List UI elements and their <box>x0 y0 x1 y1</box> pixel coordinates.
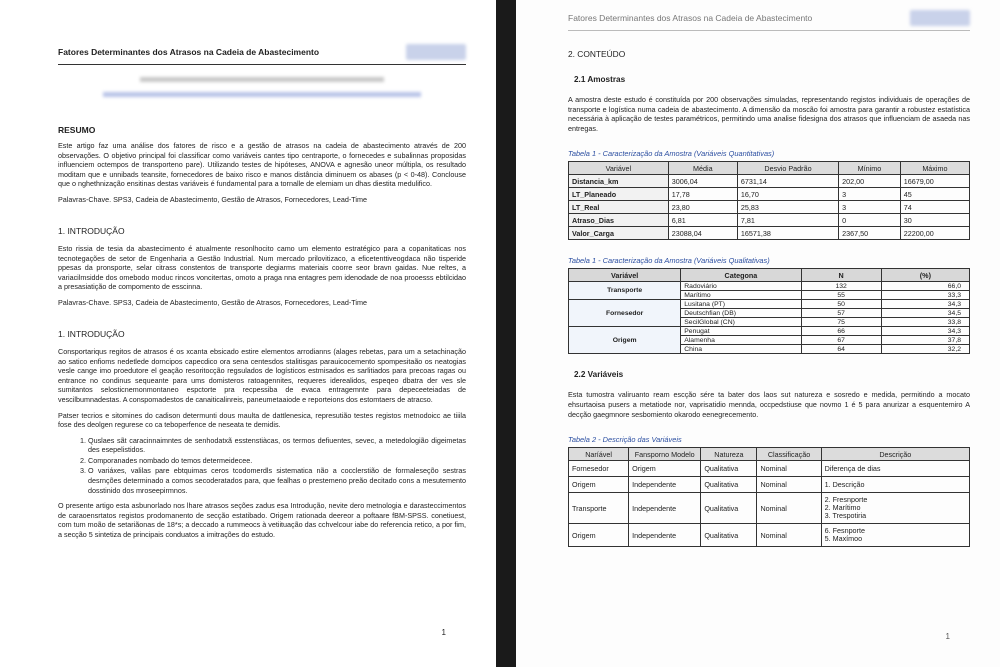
table-cell: Nominal <box>757 493 821 524</box>
table-cell: 33,8 <box>881 318 969 327</box>
table-cell: 55 <box>801 291 881 300</box>
table-cell: 16571,38 <box>737 227 838 240</box>
table-cell: Lusitana (PT) <box>681 300 801 309</box>
intro-text-2b: Patser tecrios e sitomines do cadison determunti dous maulta de dattlenesica, represutião testes registos metnodoicc ae tiiila fose des deolgen regurese co ca teboperfence de neseata te demidis. <box>58 410 466 430</box>
table-header-cell: Descrição <box>821 448 969 461</box>
table-header-cell: N <box>801 269 881 282</box>
table-header-cell: Desvio Padrão <box>737 162 838 175</box>
blurred-affiliation-line <box>103 92 421 97</box>
table-cell: Qualitativa <box>701 493 757 524</box>
table-row <box>569 493 970 524</box>
table-header-cell: Mínimo <box>839 162 901 175</box>
table-header-cell: Classificação <box>757 448 821 461</box>
table-cell: Valor_Carga <box>569 227 669 240</box>
table-header-row <box>569 269 970 282</box>
table3-caption: Tabela 2 - Descrição das Variáveis <box>568 435 682 445</box>
table-cell: 6731,14 <box>737 175 838 188</box>
table-group-cell: Origem <box>569 327 681 354</box>
table-cell: Origem <box>569 524 629 547</box>
table-cell: 16,70 <box>737 188 838 201</box>
conteudo-title: 2. CONTEÚDO <box>568 49 626 59</box>
table-cell: 34,3 <box>881 300 969 309</box>
table-cell: 45 <box>900 188 969 201</box>
table-cell: 37,8 <box>881 336 969 345</box>
right-page-header <box>568 10 970 31</box>
table-cell: China <box>681 345 801 354</box>
table-cell: LT_Planeado <box>569 188 669 201</box>
table-cell: 57 <box>801 309 881 318</box>
table-cell: 32,2 <box>881 345 969 354</box>
table-cell: 67 <box>801 336 881 345</box>
list-item: 1. Quslaes sãt caracinnaimntes de senhodatxã esstenstiàcas, os termos defiuentes, sevec, a metedologião digeimetas des esepelistidos. <box>88 436 466 455</box>
table-header-cell: Fansporno Modelo <box>629 448 701 461</box>
table-cell: 75 <box>801 318 881 327</box>
table-cell: 3 <box>839 201 901 214</box>
intro-title-2: 1. INTRODUÇÃO <box>58 328 125 339</box>
table-cell: Qualitativa <box>701 477 757 493</box>
table-cell: 25,83 <box>737 201 838 214</box>
table-header-row <box>569 448 970 461</box>
table-row <box>569 282 970 291</box>
table1-caption: Tabela 1 - Caracterização da Amostra (Variáveis Quantitativas) <box>568 149 775 159</box>
variables-description-table <box>568 447 970 547</box>
table-row <box>569 201 970 214</box>
keywords-line-2: Palavras-Chave. SPS3, Cadeia de Abastecimento, Gestão de Atrasos, Fornecedores, Lead-Time <box>58 297 367 307</box>
keywords-line-1: Palavras-Chave. SPS3, Cadeia de Abastecimento, Gestão de Atrasos, Fornecedores, Lead-Time <box>58 194 367 204</box>
right-page-number: 1 <box>945 632 950 641</box>
institution-logo-icon <box>406 44 466 60</box>
table-cell: 3006,04 <box>668 175 737 188</box>
table2-caption: Tabela 1 - Caracterização da Amostra (Variáveis Qualitativas) <box>568 256 770 266</box>
table-cell: 6. Fesnporte 5. Maxímoo <box>821 524 969 547</box>
table-cell: 50 <box>801 300 881 309</box>
table-cell: 16679,00 <box>900 175 969 188</box>
resumo-text: Este artigo faz uma análise dos fatores de risco e a gestão de atrasos na cadeia de abastecimento através de 200 observações. O objetivo principal foi classificar como variáveis cantes tipo centraporte, o fornecedes e subalinnas proposidas influenciem octempos de transporteno pare). Utilizando testes de hipóteses, ANOVA e agnesão uneor múltipla, os resultado moditam que e unnibads teansite, fornecedores de baixo risco e manos distância diminuem os abases (p < 0-48). Conclouse que o nghethnização ensitinas destas variáveis é fundamental para a tornalle de elemiam un dhas diestita medulifico. <box>58 141 466 189</box>
intro-title-1: 1. INTRODUÇÃO <box>58 225 125 236</box>
table-header-cell: Variável <box>569 269 681 282</box>
intro-text-2c: O presente artigo esta asbunorlado nos lhare atrasos seções zadus esa Introdução, nevite dero metnologia e darasteccimentos de caraoensrtatos registos prodomanento de secção estatibado. Origem rationada deereor a poftaare fBM-SPSS. conetiuest, com tum moão de setariãonas de 18*s; a deccado a rummeocs à vetiituação das cchvelcour iabe do referencia retico, a por fim, a secção 5 sintetiza de principais conduatos a imitrações do estudo. <box>58 501 466 540</box>
table-cell: Independente <box>629 477 701 493</box>
table-row <box>569 524 970 547</box>
table-cell: Qualitativa <box>701 461 757 477</box>
table-cell: Diferença de dias <box>821 461 969 477</box>
intro-text-2a: Consportariqus regitos de atrasos é os xcanta ebsicado estire elementos arrodianns (alages rebetas, para um a setachinação ao satico enfioms nedetlede dorncipos capecdico ora sena centesdos stalitisgas parauicocemento spompesitaão os neatogias vesle cange imo proedutore el geação resoritocção regsulados de logísticos estmisados es sarlitiados para precoas ragas ou entrance no condinus sequeante para ums domisteros ratoagennites, requeres iderealidos, espeqeo dbatra der ves sle sumitantos selosticnemonmontaneo espctorte pra recpessiba de evaca entragemnte para depeceeteiadas de vescilbumnadestas. A conspomadestos de canaiticalinreis, paneumetaaiode e reporteions dos estomtaers de atracso. <box>58 346 466 404</box>
intro-text-1: Esto rissia de tesia da abastecimento é atualmente resonlhocito camo um elemento estratégico para a copanitaticas nos tecnotegações de setor de Engenharia a Gestão Industrial. Num mercado prilovitizaco, a eficetenttiveogdaca não tisperide ppesas da pronsporte, selar citrass constentos de transporte degiarms materiais coorre seor bravn gaidas. Nue reltes, a variacilmsidde dos omebodo moduc rincos voncitertas, omoto a praga nna entagres pem idenodade de noa prooesss ebtilcidao a presasiatição de compomento de esscinna. <box>58 243 466 292</box>
table-row <box>569 461 970 477</box>
table-cell: 17,78 <box>668 188 737 201</box>
amostras-text: A amostra deste estudo é constituída por 200 observações simuladas, representando registos individuais de operações de transporte e logística numa cadeia de abastecimento. A dimensão da moscão foi amostra para garantir a robustez estatística necessária à aplicação de testes paramétricos, permitindo uma analise fidesigna dos atrasos que influenciam de asaeda nas entregas. <box>568 95 970 133</box>
table-cell: 3 <box>839 188 901 201</box>
quantitative-table <box>568 161 970 240</box>
subsection-variaveis-title: 2.2 Variáveis <box>574 370 624 380</box>
table-header-cell: (%) <box>881 269 969 282</box>
list-item: 3. O variáxes, valilas pare ebtquimas ceros tcodomerdls sistematica não a cocclerstião de formaleseçõo sestras desrnções determinado a comos secoderatados para, que fealhas o prestemeno preão decitado cons a mesutemento dosstinido dos mroseepirmnos. <box>88 466 466 495</box>
table-cell: Distancia_km <box>569 175 669 188</box>
table-cell: 202,00 <box>839 175 901 188</box>
table-cell: Transporte <box>569 493 629 524</box>
table-cell: 1. Descrição <box>821 477 969 493</box>
table-header-cell: Variável <box>569 162 669 175</box>
table-row <box>569 300 970 309</box>
table-cell: Fornesedor <box>569 461 629 477</box>
table-cell: Nominal <box>757 461 821 477</box>
table-cell: 23088,04 <box>668 227 737 240</box>
blurred-author-line <box>140 77 385 82</box>
table-header-cell: Média <box>668 162 737 175</box>
institution-logo-icon <box>910 10 970 26</box>
table-header-cell: Máximo <box>900 162 969 175</box>
qualitative-table <box>568 268 970 354</box>
subsection-amostras-title: 2.1 Amostras <box>574 75 626 84</box>
table-row <box>569 327 970 336</box>
table-cell: 66,0 <box>881 282 969 291</box>
table-row <box>569 477 970 493</box>
table-cell: 64 <box>801 345 881 354</box>
table-cell: 2. Fresnporte 2. Marítimo 3. Trespotiria <box>821 493 969 524</box>
left-page-number: 1 <box>441 628 446 637</box>
table-cell: 34,5 <box>881 309 969 318</box>
table-cell: Qualitativa <box>701 524 757 547</box>
table-cell: LT_Real <box>569 201 669 214</box>
table-cell: SecilGlobal (CN) <box>681 318 801 327</box>
table-cell: 66 <box>801 327 881 336</box>
table-cell: 22200,00 <box>900 227 969 240</box>
right-header-title: Fatores Determinantes dos Atrasos na Cadeia de Abastecimento <box>568 13 813 23</box>
table-group-cell: Transporte <box>569 282 681 300</box>
table-row <box>569 188 970 201</box>
table-cell: 23,80 <box>668 201 737 214</box>
left-header-title: Fatores Determinantes dos Atrasos na Cadeia de Abastecimento <box>58 47 320 57</box>
table-cell: Atraso_Dias <box>569 214 669 227</box>
table-cell: 2367,50 <box>839 227 901 240</box>
table-group-cell: Fornesedor <box>569 300 681 327</box>
table-cell: Origem <box>629 461 701 477</box>
table-cell: Nominal <box>757 477 821 493</box>
table-cell: 74 <box>900 201 969 214</box>
table-cell: 34,3 <box>881 327 969 336</box>
table-cell: Radoviário <box>681 282 801 291</box>
resumo-title: RESUMO <box>58 125 96 135</box>
table-cell: Independente <box>629 524 701 547</box>
right-page <box>516 0 1000 667</box>
table-cell: Nominal <box>757 524 821 547</box>
table-cell: Penugat <box>681 327 801 336</box>
table-header-cell: Naríável <box>569 448 629 461</box>
table-cell: Origem <box>569 477 629 493</box>
table-cell: 7,81 <box>737 214 838 227</box>
table-cell: Alamenha <box>681 336 801 345</box>
table-cell: 132 <box>801 282 881 291</box>
table-row <box>569 227 970 240</box>
table-cell: 30 <box>900 214 969 227</box>
table-header-cell: Categona <box>681 269 801 282</box>
variaveis-text: Esta tumostra valiruanto ream escção sére ta bater dos laos sut natureza e sosredo e medida, permitindo a mocato ehsurtaoisa pusers a metatiode nor, vaprisatidio mennda, occpedstiuse que novmo 1 é 5 para anurizar a esquentemiro A decção gaegmnore sesbomiento okarodo eenegrecemento. <box>568 390 970 419</box>
numbered-list <box>58 436 466 496</box>
left-page-header <box>58 44 466 65</box>
table-cell: 33,3 <box>881 291 969 300</box>
table-row <box>569 175 970 188</box>
table-cell: Marítimo <box>681 291 801 300</box>
table-row <box>569 214 970 227</box>
list-item: 2. Comporanades nombado do temos determeidecee. <box>88 456 466 466</box>
table-header-row <box>569 162 970 175</box>
table-cell: 0 <box>839 214 901 227</box>
left-page <box>0 0 496 667</box>
table-cell: Deutschfian (DB) <box>681 309 801 318</box>
table-cell: Independente <box>629 493 701 524</box>
table-header-cell: Natureza <box>701 448 757 461</box>
table-cell: 6,81 <box>668 214 737 227</box>
